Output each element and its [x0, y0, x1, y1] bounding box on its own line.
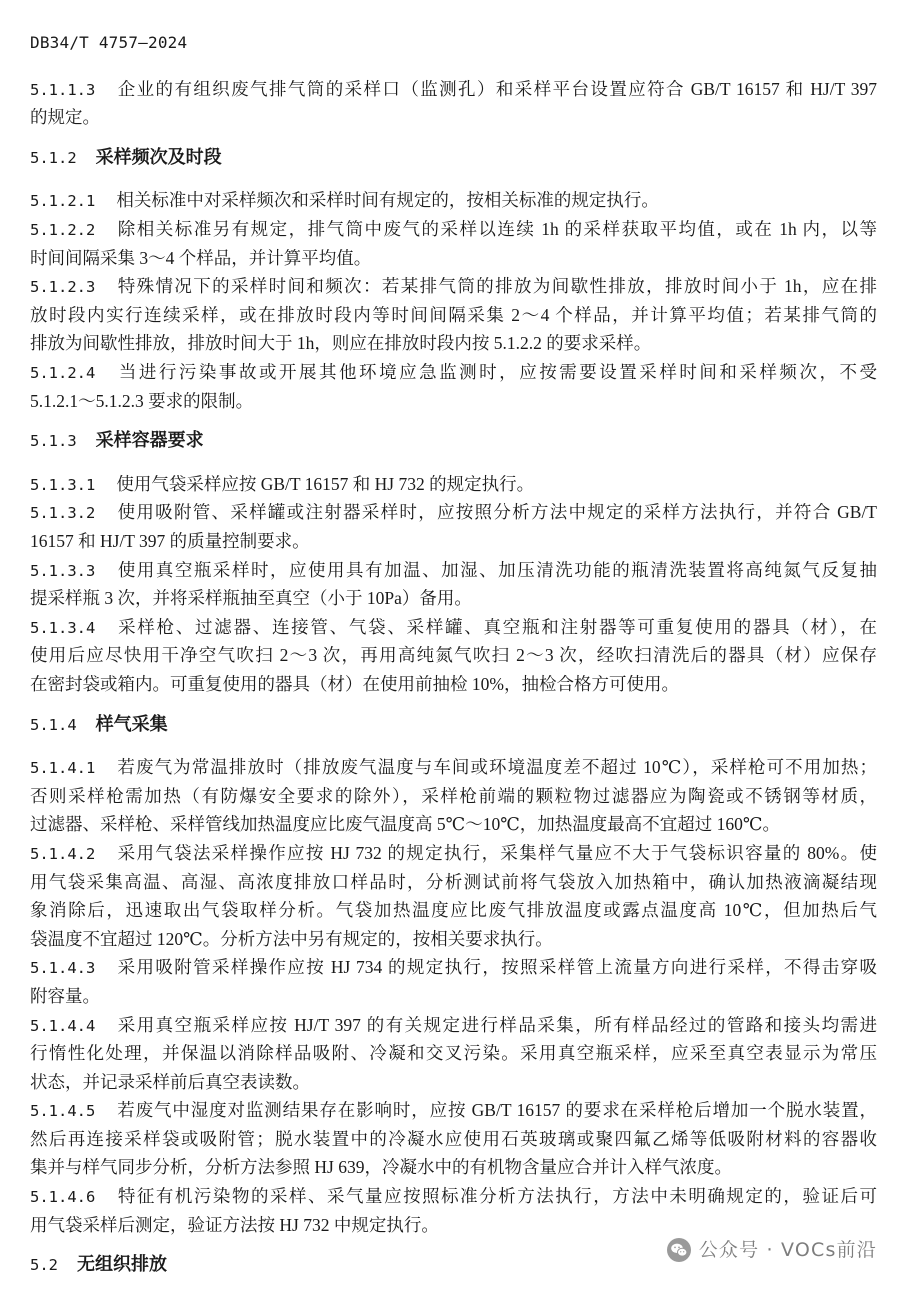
section-heading: [30, 711, 877, 740]
clause-5-1-2-3: [30, 272, 877, 358]
clause-5-1-3-4: [30, 613, 877, 699]
clause-text-line: 放时段内实行连续采样，或在排放时段内等时间间隔采集 2～4 个样品，并计算平均值；若某排气筒的: [30, 304, 877, 325]
clause-5-1-3-2: [30, 498, 877, 555]
clause-5-1-2-2: [30, 215, 877, 272]
clause-text-line: 袋温度不宜超过 120℃。分析方法中另有规定的，按相关要求执行。: [30, 928, 553, 949]
clause-text-line: 附容量。: [30, 985, 100, 1006]
section-heading: [30, 427, 877, 456]
section-number: 5.1.3: [30, 432, 77, 451]
clause-text-line: 然后再连接采样袋或吸附管；脱水装置中的冷凝水应使用石英玻璃或聚四氟乙烯等低吸附材料的容器收: [30, 1128, 877, 1149]
clause-text-line: 在密封袋或箱内。可重复使用的器具（材）在使用前抽检 10%，抽检合格方可使用。: [30, 673, 679, 694]
clause-5-1-3-1: [30, 470, 877, 499]
clause-text-line: [30, 186, 877, 215]
clause-text: 采用吸附管采样操作应按 HJ 734 的规定执行，按照采样管上流量方向进行采样，不得击穿吸: [116, 957, 877, 978]
clause-5-1-4-5: [30, 1096, 877, 1182]
clause-text: 若废气为常温排放时（排放废气温度与车间或环境温度差不超过 10℃），采样枪可不用加热；: [116, 757, 877, 778]
section-5-1-3: [30, 427, 877, 698]
clause-text-line: [30, 470, 877, 499]
clause-text: 相关标准中对采样频次和采样时间有规定的，按相关标准的规定执行。: [116, 190, 659, 211]
clause-text-line: [30, 498, 877, 527]
section-title: 采样容器要求: [95, 430, 204, 452]
clause-text-line: 排放为间歇性排放，排放时间大于 1h，则应在排放时段内按 5.1.2.2 的要求采样。: [30, 333, 652, 354]
clause-5-1-4-6: [30, 1182, 877, 1239]
clause-number: 5.1.2.3: [30, 278, 96, 297]
clause-text-line: [30, 1096, 877, 1125]
clause-text-line: 5.1.2.1～5.1.2.3 要求的限制。: [30, 390, 254, 411]
clause-number: 5.1.2.2: [30, 221, 96, 240]
clause-number: 5.1.4.3: [30, 959, 96, 978]
clause-5-1-2-1: [30, 186, 877, 215]
clause-text-line: 16157 和 HJ/T 397 的质量控制要求。: [30, 531, 310, 551]
clause-number: 5.1.4.5: [30, 1102, 96, 1121]
clause-text-line: 时间间隔采集 3～4 个样品，并计算平均值。: [30, 247, 372, 268]
clause-text: 使用吸附管、采样罐或注射器采样时，应按照分析方法中规定的采样方法执行，并符合 GB/T: [116, 502, 877, 523]
clause-text-line: [30, 753, 877, 782]
section-number: 5.1.2: [30, 148, 77, 167]
clause-text-line: [30, 272, 877, 301]
section-title: 采样频次及时段: [95, 146, 222, 168]
standard-code: DB34/T 4757—2024: [30, 33, 188, 52]
clause-text: 采样枪、过滤器、连接管、气袋、采样罐、真空瓶和注射器等可重复使用的器具（材），在: [116, 616, 877, 637]
clause-text: 除相关标准另有规定，排气筒中废气的采样以连续 1h 的采样获取平均值，或在 1h 内，以等: [116, 219, 877, 240]
section-number: 5.1.4: [30, 715, 77, 734]
section-5-1-2: [30, 144, 877, 415]
clause-number: 5.1.4.1: [30, 759, 96, 778]
clause-number: 5.1.3.2: [30, 504, 96, 523]
clause-number: 5.1.1.3: [30, 80, 96, 99]
clause-text-line: [30, 613, 877, 642]
clause-text: 使用真空瓶采样时，应使用具有加温、加湿、加压清洗功能的瓶清洗装置将高纯氮气反复抽: [116, 559, 877, 580]
section-heading: [30, 144, 877, 173]
clause-number: 5.1.4.4: [30, 1016, 96, 1035]
clause-text: 使用气袋采样应按 GB/T 16157 和 HJ 732 的规定执行。: [116, 473, 535, 494]
clause-text-line: 提采样瓶 3 次，并将采样瓶抽至真空（小于 10Pa）备用。: [30, 588, 472, 609]
clause-5-1-4-4: [30, 1011, 877, 1097]
clause-number: 5.1.3.3: [30, 561, 96, 580]
clause-text-line: 状态，并记录采样前后真空表读数。: [30, 1071, 310, 1092]
section-5-1-4: [30, 711, 877, 1240]
clause-text: 特征有机污染物的采样、采气量应按照标准分析方法执行，方法中未明确规定的，验证后可: [116, 1186, 877, 1207]
clause-text: 采用真空瓶采样应按 HJ/T 397 的有关规定进行样品采集，所有样品经过的管路和接头均需进: [116, 1014, 877, 1035]
watermark-text: 公众号 · VOCs前沿: [698, 1239, 877, 1261]
clause-text: 特殊情况下的采样时间和频次：若某排气筒的排放为间歇性排放，排放时间小于 1h，应在排: [116, 276, 877, 297]
wechat-icon: [667, 1238, 691, 1262]
clause-text-line: [30, 839, 877, 868]
clause-text-line: 用气袋采样后测定，验证方法按 HJ 732 中规定执行。: [30, 1214, 439, 1235]
clause-number: 5.1.3.4: [30, 618, 96, 637]
clause-text: 企业的有组织废气排气筒的采样口（监测孔）和采样平台设置应符合 GB/T 16157 和 HJ/T 397: [116, 78, 877, 99]
clause-text-line: 否则采样枪需加热（有防爆安全要求的除外），采样枪前端的颗粒物过滤器应为陶瓷或不锈钢等材质，: [30, 785, 877, 806]
clause-number: 5.1.2.4: [30, 364, 96, 383]
clause-text-line: [30, 358, 877, 387]
clause-5-1-1-3: [30, 75, 877, 132]
clause-text-line: 的规定。: [30, 107, 100, 128]
clause-text-line: 过滤器、采样枪、采样管线加热温度应比废气温度高 5℃～10℃，加热温度最高不宜超过 160℃。: [30, 814, 780, 835]
clause-text-line: [30, 1182, 877, 1211]
wechat-watermark: [667, 1238, 877, 1262]
clause-text-line: 象消除后，迅速取出气袋取样分析。气袋加热温度应比废气排放温度或露点温度高 10℃，但加热后气: [30, 900, 877, 921]
clause-text-line: [30, 215, 877, 244]
clause-text: 采用气袋法采样操作应按 HJ 732 的规定执行，采集样气量应不大于气袋标识容量的 80%。使: [116, 842, 877, 863]
clause-text-line: 使用后应尽快用干净空气吹扫 2～3 次，再用高纯氮气吹扫 2～3 次，经吹扫清洗后的器具（材）应保存: [30, 645, 877, 666]
clause-text: 若废气中湿度对监测结果存在影响时，应按 GB/T 16157 的要求在采样枪后增加一个脱水装置，: [116, 1100, 877, 1121]
clause-text-line: [30, 953, 877, 982]
document-body: [30, 75, 877, 1294]
clause-number: 5.1.2.1: [30, 192, 96, 211]
clause-text-line: [30, 556, 877, 585]
clause-5-1-4-1: [30, 753, 877, 839]
clause-number: 5.1.3.1: [30, 475, 96, 494]
clause-text-line: 集并与样气同步分析，分析方法参照 HJ 639，冷凝水中的有机物含量应合并计入样气浓度。: [30, 1157, 732, 1178]
clause-5-1-3-3: [30, 556, 877, 613]
clause-5-1-4-2: [30, 839, 877, 953]
section-title: 无组织排放: [77, 1254, 167, 1276]
clause-number: 5.1.4.2: [30, 844, 96, 863]
section-title: 样气采集: [95, 713, 168, 735]
clause-5-1-2-4: [30, 358, 877, 415]
clause-text: 当进行污染事故或开展其他环境应急监测时，应按需要设置采样时间和采样频次，不受: [116, 362, 877, 383]
clause-text-line: [30, 75, 877, 104]
clause-number: 5.1.4.6: [30, 1188, 96, 1207]
section-number: 5.2: [30, 1256, 58, 1275]
clause-text-line: 用气袋采集高温、高湿、高浓度排放口样品时，分析测试前将气袋放入加热箱中，确认加热液滴凝结现: [30, 871, 877, 892]
clause-text-line: [30, 1011, 877, 1040]
clause-5-1-4-3: [30, 953, 877, 1010]
clause-text-line: 行惰性化处理，并保温以消除样品吸附、冷凝和交叉污染。采用真空瓶采样，应采至真空表显示为常压: [30, 1043, 877, 1064]
